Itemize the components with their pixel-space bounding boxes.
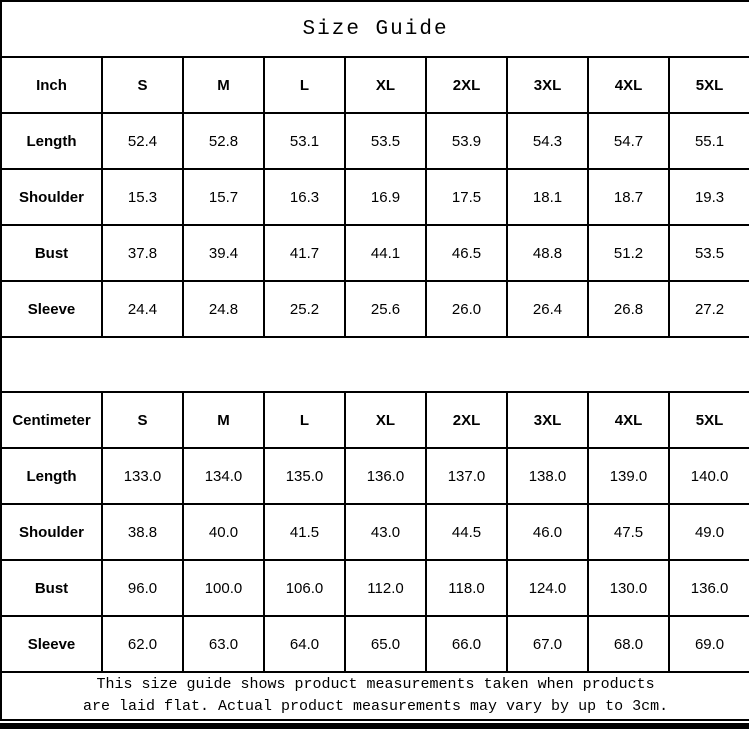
value-cell: 62.0 [102, 616, 183, 672]
cm-sleeve-row [1, 616, 749, 672]
cm-unit-header: Centimeter [1, 392, 102, 448]
value-cell: 106.0 [264, 560, 345, 616]
page-title: Size Guide [1, 1, 749, 57]
value-cell: 134.0 [183, 448, 264, 504]
value-cell: 53.1 [264, 113, 345, 169]
footer-note-line2: are laid flat. Actual product measurements may vary by up to 3cm. [82, 698, 669, 715]
value-cell: 16.3 [264, 169, 345, 225]
size-header-m: M [183, 392, 264, 448]
value-cell: 53.9 [426, 113, 507, 169]
inch-bust-row [1, 225, 749, 281]
value-cell: 139.0 [588, 448, 669, 504]
value-cell: 44.1 [345, 225, 426, 281]
value-cell: 24.4 [102, 281, 183, 337]
value-cell: 133.0 [102, 448, 183, 504]
value-cell: 51.2 [588, 225, 669, 281]
value-cell: 18.1 [507, 169, 588, 225]
size-header-2xl: 2XL [426, 392, 507, 448]
value-cell: 64.0 [264, 616, 345, 672]
size-header-2xl: 2XL [426, 57, 507, 113]
value-cell: 68.0 [588, 616, 669, 672]
value-cell: 25.2 [264, 281, 345, 337]
cm-shoulder-row [1, 504, 749, 560]
value-cell: 52.8 [183, 113, 264, 169]
value-cell: 130.0 [588, 560, 669, 616]
value-cell: 43.0 [345, 504, 426, 560]
size-header-s: S [102, 392, 183, 448]
inch-length-row [1, 113, 749, 169]
size-header-4xl: 4XL [588, 392, 669, 448]
value-cell: 140.0 [669, 448, 749, 504]
size-header-xl: XL [345, 57, 426, 113]
value-cell: 100.0 [183, 560, 264, 616]
value-cell: 66.0 [426, 616, 507, 672]
value-cell: 63.0 [183, 616, 264, 672]
value-cell: 40.0 [183, 504, 264, 560]
value-cell: 17.5 [426, 169, 507, 225]
value-cell: 65.0 [345, 616, 426, 672]
value-cell: 18.7 [588, 169, 669, 225]
value-cell: 54.7 [588, 113, 669, 169]
row-label: Length [1, 448, 102, 504]
value-cell: 53.5 [669, 225, 749, 281]
size-header-m: M [183, 57, 264, 113]
size-header-xl: XL [345, 392, 426, 448]
value-cell: 49.0 [669, 504, 749, 560]
spacer-row [1, 337, 749, 392]
value-cell: 136.0 [669, 560, 749, 616]
size-header-l: L [264, 57, 345, 113]
size-header-3xl: 3XL [507, 392, 588, 448]
value-cell: 52.4 [102, 113, 183, 169]
title-row [1, 1, 749, 57]
inch-shoulder-row [1, 169, 749, 225]
value-cell: 47.5 [588, 504, 669, 560]
value-cell: 55.1 [669, 113, 749, 169]
row-label: Shoulder [1, 504, 102, 560]
value-cell: 41.5 [264, 504, 345, 560]
value-cell: 124.0 [507, 560, 588, 616]
value-cell: 96.0 [102, 560, 183, 616]
value-cell: 26.4 [507, 281, 588, 337]
value-cell: 41.7 [264, 225, 345, 281]
value-cell: 67.0 [507, 616, 588, 672]
bottom-black-bar [0, 723, 749, 729]
row-label: Sleeve [1, 616, 102, 672]
inch-unit-header: Inch [1, 57, 102, 113]
value-cell: 38.8 [102, 504, 183, 560]
value-cell: 16.9 [345, 169, 426, 225]
cm-bust-row [1, 560, 749, 616]
footer-note [1, 672, 749, 720]
value-cell: 118.0 [426, 560, 507, 616]
value-cell: 26.0 [426, 281, 507, 337]
inch-sleeve-row [1, 281, 749, 337]
value-cell: 27.2 [669, 281, 749, 337]
row-label: Bust [1, 225, 102, 281]
cm-header-row [1, 392, 749, 448]
size-header-l: L [264, 392, 345, 448]
value-cell: 44.5 [426, 504, 507, 560]
value-cell: 135.0 [264, 448, 345, 504]
size-header-s: S [102, 57, 183, 113]
value-cell: 54.3 [507, 113, 588, 169]
value-cell: 138.0 [507, 448, 588, 504]
row-label: Length [1, 113, 102, 169]
value-cell: 26.8 [588, 281, 669, 337]
size-header-3xl: 3XL [507, 57, 588, 113]
value-cell: 25.6 [345, 281, 426, 337]
footer-note-line1: This size guide shows product measurements taken when products [96, 676, 655, 694]
row-label: Bust [1, 560, 102, 616]
value-cell: 46.0 [507, 504, 588, 560]
value-cell: 69.0 [669, 616, 749, 672]
size-header-4xl: 4XL [588, 57, 669, 113]
value-cell: 48.8 [507, 225, 588, 281]
inch-header-row [1, 57, 749, 113]
value-cell: 112.0 [345, 560, 426, 616]
value-cell: 136.0 [345, 448, 426, 504]
size-header-5xl: 5XL [669, 57, 749, 113]
cm-length-row [1, 448, 749, 504]
row-label: Sleeve [1, 281, 102, 337]
value-cell: 15.3 [102, 169, 183, 225]
size-header-5xl: 5XL [669, 392, 749, 448]
row-label: Shoulder [1, 169, 102, 225]
value-cell: 24.8 [183, 281, 264, 337]
value-cell: 39.4 [183, 225, 264, 281]
value-cell: 37.8 [102, 225, 183, 281]
value-cell: 15.7 [183, 169, 264, 225]
value-cell: 53.5 [345, 113, 426, 169]
value-cell: 19.3 [669, 169, 749, 225]
spacer-cell [1, 337, 749, 392]
value-cell: 46.5 [426, 225, 507, 281]
value-cell: 137.0 [426, 448, 507, 504]
footer-row [1, 672, 749, 720]
